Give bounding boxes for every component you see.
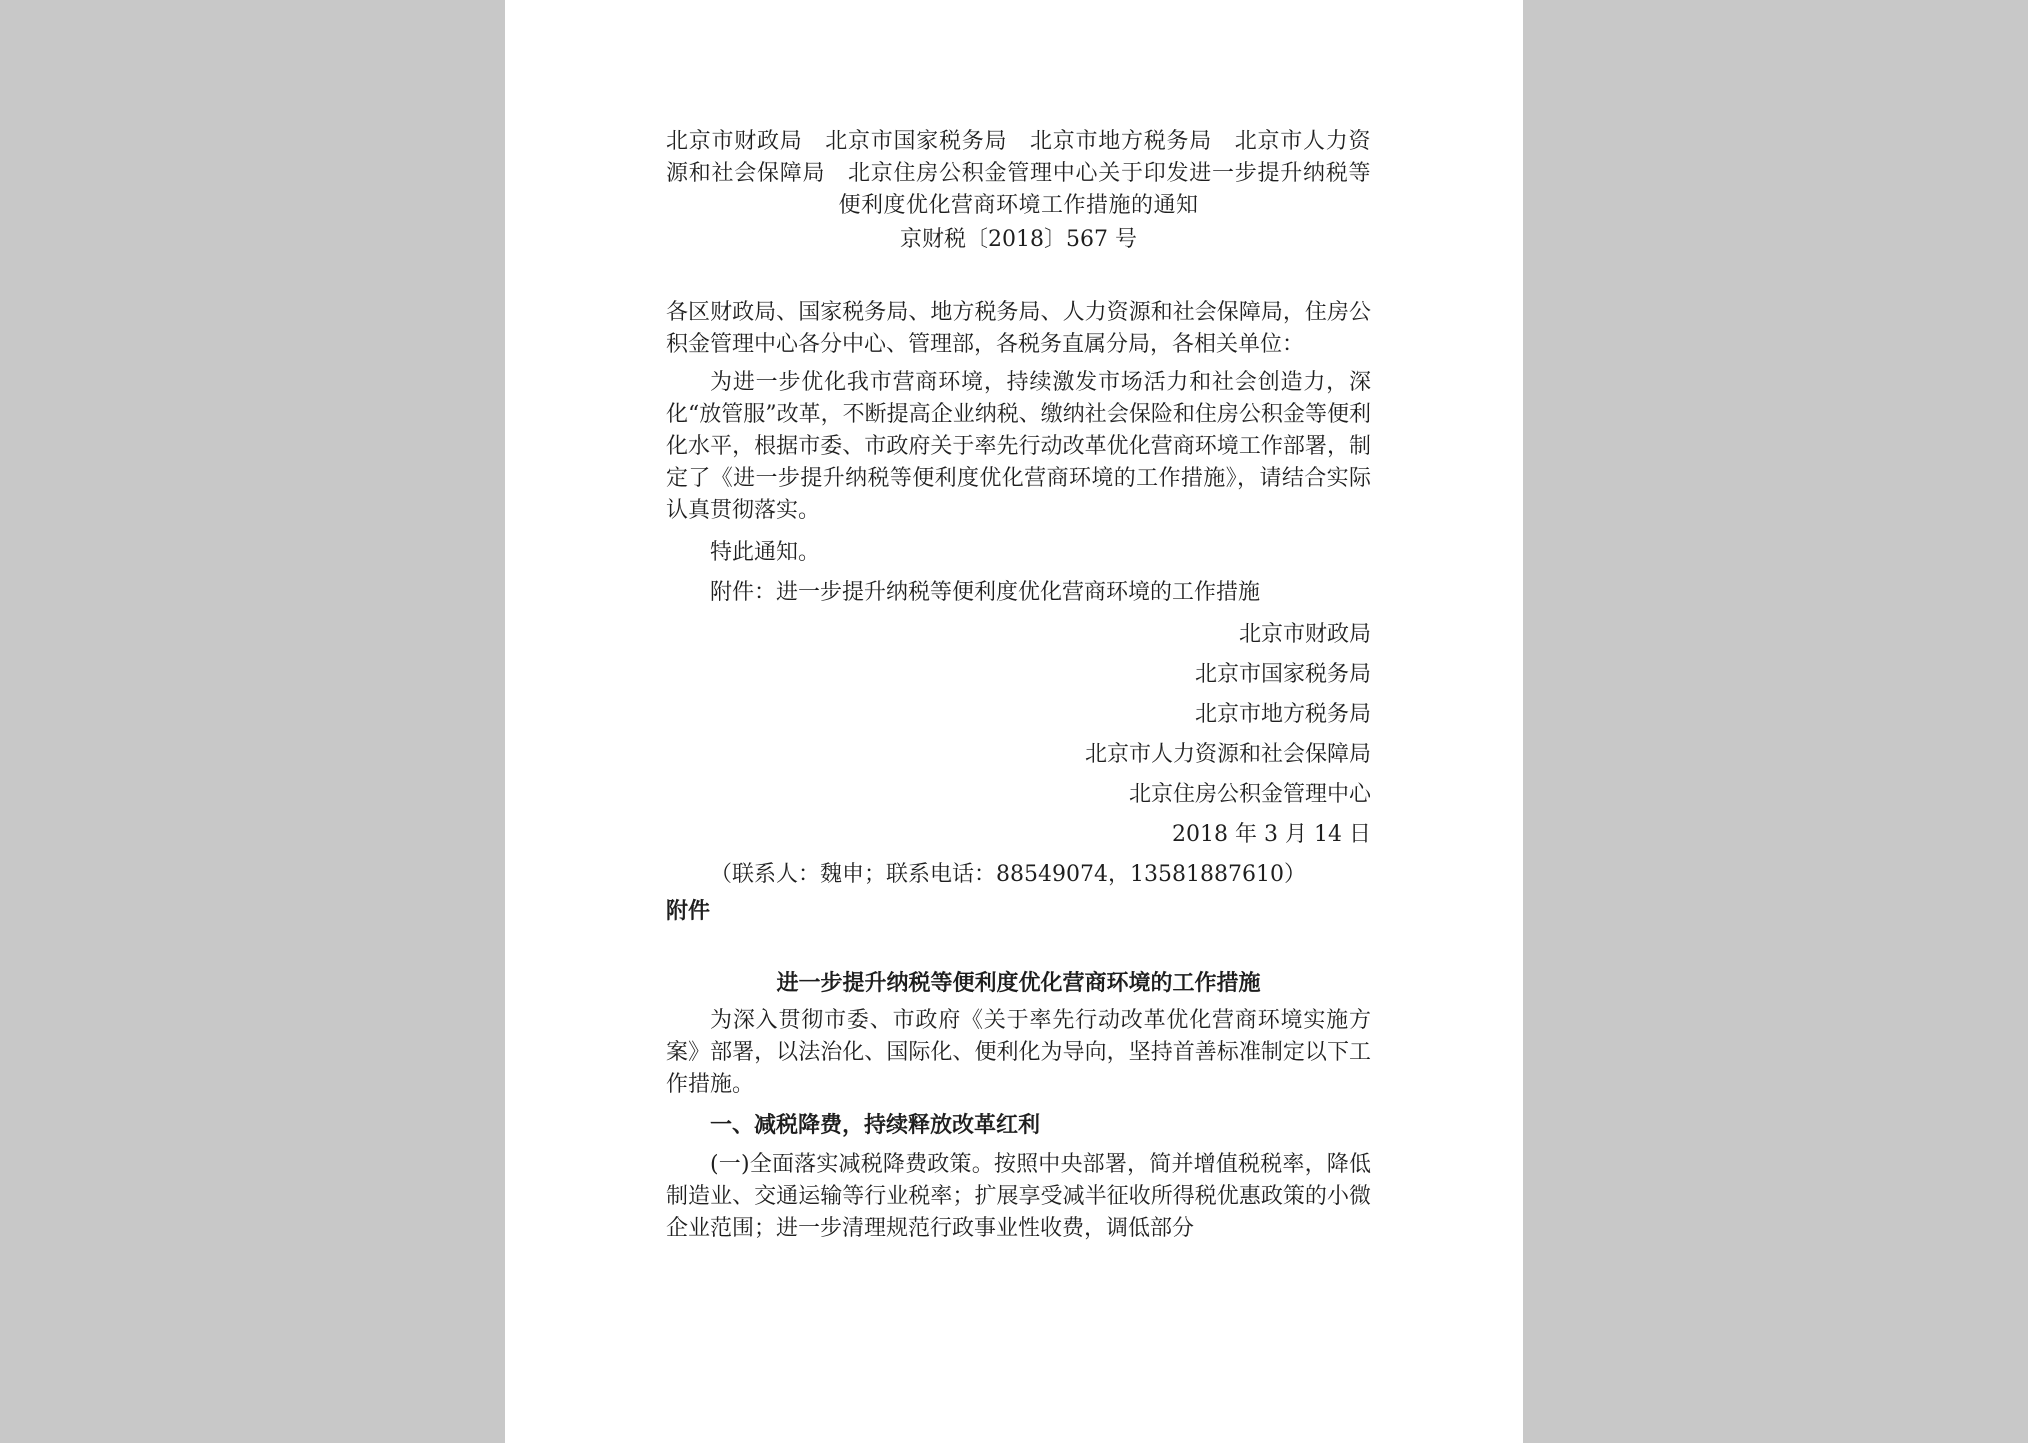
signatory: 北京市财政局	[1238, 622, 1371, 647]
document-date: 2018 年 3 月 14 日	[1172, 822, 1371, 847]
contact-info: （联系人：魏申；联系电话：88549074，13581887610）	[710, 862, 1306, 887]
signatory: 北京市地方税务局	[1194, 702, 1371, 727]
signatory: 北京住房公积金管理中心	[1128, 782, 1371, 807]
signature-block	[666, 615, 1371, 855]
signatory: 北京市国家税务局	[1194, 662, 1371, 687]
body-paragraph: 为进一步优化我市营商环境，持续激发市场活力和社会创造力，深化“放管服”改革，不断提高企业纳税、缴纳社会保险和住房公积金等便利化水平，根据市委、市政府关于率先行动改革优化营商环境工作部署，制定了《进一步提升纳税等便利度优化营商环境的工作措施》，请结合实际认真贯彻落实。	[666, 370, 1371, 523]
measures-intro: 为深入贯彻市委、市政府《关于率先行动改革优化营商环境实施方案》部署，以法治化、国际化、便利化为导向，坚持首善标准制定以下工作措施。	[666, 1008, 1371, 1097]
measures-title: 进一步提升纳税等便利度优化营商环境的工作措施	[776, 970, 1261, 996]
section-paragraph: (一)全面落实减税降费政策。按照中央部署，简并增值税税率，降低制造业、交通运输等行业税率；扩展享受减半征收所得税优惠政策的小微企业范围；进一步清理规范行政事业性收费，调低部分	[666, 1152, 1371, 1241]
document-number: 京财税〔2018〕567 号	[900, 227, 1137, 252]
notice-closing: 特此通知。	[710, 540, 821, 565]
attachment-line: 附件：进一步提升纳税等便利度优化营商环境的工作措施	[710, 580, 1261, 605]
addressee: 各区财政局、国家税务局、地方税务局、人力资源和社会保障局，住房公积金管理中心各分中心、管理部，各税务直属分局，各相关单位：	[666, 300, 1371, 357]
document-page	[505, 0, 1523, 1443]
signatory: 北京市人力资源和社会保障局	[1084, 742, 1371, 767]
attachment-label: 附件	[666, 898, 711, 924]
section-heading: 一、减税降费，持续释放改革红利	[710, 1112, 1041, 1138]
page-content	[666, 126, 1371, 1253]
document-title: 北京市财政局 北京市国家税务局 北京市地方税务局 北京市人力资源和社会保障局 北京住房公积金管理中心关于印发进一步提升纳税等便利度优化营商环境工作措施的通知	[666, 129, 1371, 218]
